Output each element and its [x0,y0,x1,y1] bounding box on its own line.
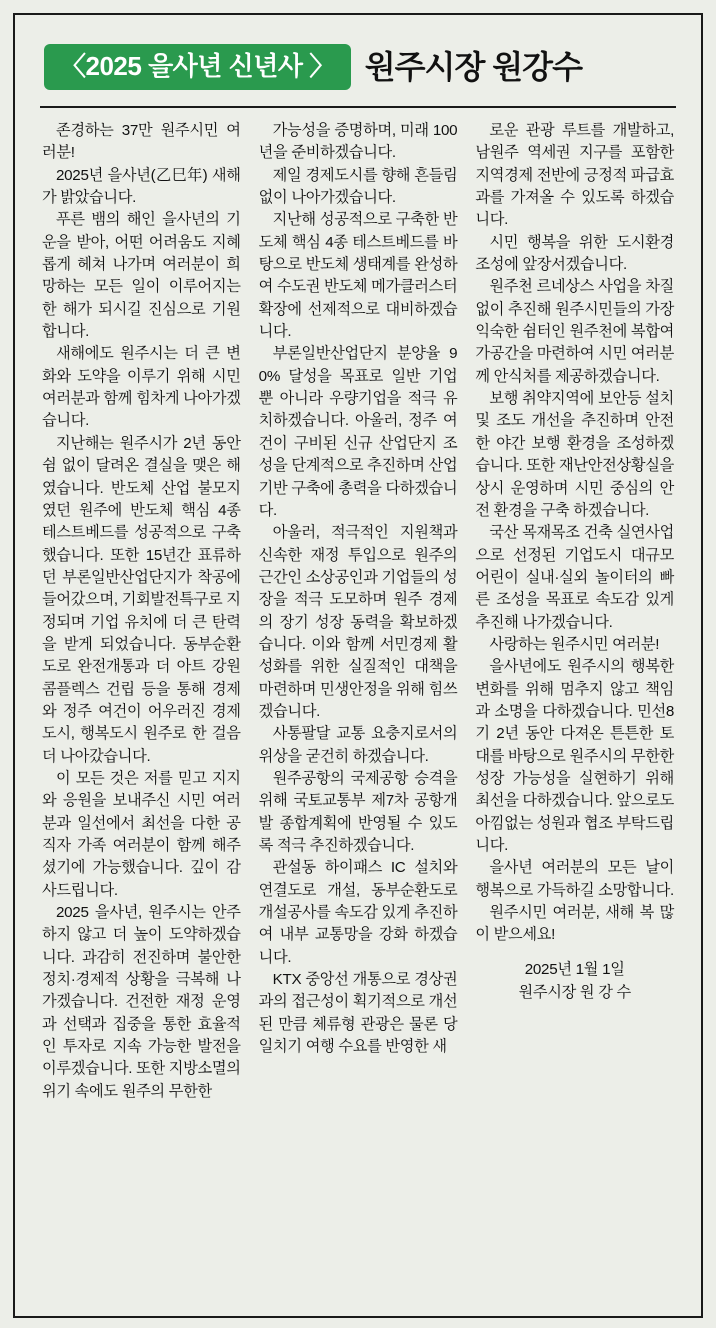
masthead-badge: 〈2025 을사년 신년사 〉 [44,44,351,90]
paragraph: 새해에도 원주시는 더 큰 변화와 도약을 이루기 위해 시민 여러분과 함께 힘차게 나아가겠습니다. [42,345,241,430]
paragraph: 로운 관광 루트를 개발하고, 남원주 역세권 지구를 포함한 지역경제 전반에 긍정적 파급효과를 가져올 수 있도록 하겠습니다. [475,122,675,229]
article-columns [20,108,696,1103]
paragraph: 이 모든 것은 저를 믿고 지지와 응원을 보내주신 시민 여러분과 일선에서 최선을 다한 공직자 가족 여러분이 함께 해주셨기에 가능했습니다. 깊이 감사드립니다. [42,769,241,899]
paragraph: 원주공항의 국제공항 승격을 위해 국토교통부 제7차 공항개발 종합계획에 반영될 수 있도록 적극 추진하겠습니다. [258,769,458,854]
article-column-2 [259,120,458,1103]
paragraph: 원주천 르네상스 사업을 차질 없이 추진해 원주시민들의 가장 익숙한 쉼터인 원주천에 복합여가공간을 마련하여 시민 여러분께 안식처를 제공하겠습니다. [475,278,675,385]
paragraph: 2025 을사년, 원주시는 안주하지 않고 더 높이 도약하겠습니다. 과감히 전진하며 불안한 정치·경제적 상황을 극복해 나가겠습니다. 건전한 재정 운영과 선택과 집중을 통한 효율적인 투자로 지속 가능한 발전을 이루겠습니다. 또한 지방소멸의 위기 속에도 원주의 무한한 [42,904,241,1100]
paragraph: 국산 목재목조 건축 실연사업으로 선정된 기업도시 대규모 어린이 실내·실외 놀이터의 빠른 조성을 목표로 속도감 있게 추진해 나가겠습니다. [475,524,675,631]
paragraph: 아울러, 적극적인 지원책과 신속한 재정 투입으로 원주의 근간인 소상공인과 기업들의 성장을 적극 도모하며 원주 경제의 장기 성장 동력을 확보하겠습니다. 이와 함께 서민경제 활성화를 위한 실질적인 대책을 마련하며 민생안정을 위해 힘쓰겠습니다. [258,524,458,720]
signature-block [475,959,674,1005]
paragraph: 보행 취약지역에 보안등 설치 및 조도 개선을 추진하며 안전한 야간 보행 환경을 조성하겠습니다. 또한 재난안전상황실을 상시 운영하며 시민 중심의 안전 환경을 구축 하겠습니다. [475,390,675,519]
page-title: 원주시장 원강수 [364,49,582,85]
paragraph: 부론일반산업단지 분양율 90% 달성을 목표로 일반 기업 뿐 아니라 우량기업을 적극 유치하겠습니다. 아울러, 정주 여건이 구비된 신규 산업단지 조성을 단계적으로 추진하며 산업기반 구축에 총력을 다하겠습니다. [258,345,458,519]
paragraph: 가능성을 증명하며, 미래 100년을 준비하겠습니다. [258,122,458,162]
paragraph: 원주시민 여러분, 새해 복 많이 받으세요! [475,904,675,944]
paragraph: 사통팔달 교통 요충지로서의 위상을 굳건히 하겠습니다. [258,725,458,765]
signature-name: 원주시장 원 강 수 [518,983,631,1001]
paragraph: 지난해는 원주시가 2년 동안 쉼 없이 달려온 결실을 맺은 해였습니다. 반도체 산업 불모지였던 원주에 반도체 핵심 4종 테스트베드를 성공적으로 구축했습니다. 또한 15년간 표류하던 부론일반산업단지가 착공에 들어갔으며, 기회발전특구로 지정되며 기업 유치에 더 큰 탄력을 받게 되었습니다. 동부순환도로 완전개통과 더 아트 강원 콤플렉스 건립 등을 통해 경제와 정주 여건이 어우러진 경제도시, 행복도시 원주로 한 걸음 더 나아갔습니다. [42,434,241,765]
paragraph: 을사년 여러분의 모든 날이 행복으로 가득하길 소망합니다. [475,859,675,899]
paragraph: 푸른 뱀의 해인 을사년의 기운을 받아, 어떤 어려움도 지혜롭게 헤쳐 나가며 여러분이 희망하는 모든 일이 이루어지는 한 해가 되시길 진심으로 기원합니다. [42,211,241,341]
article-column-3 [475,120,674,1103]
paragraph: 지난해 성공적으로 구축한 반도체 핵심 4종 테스트베드를 바탕으로 반도체 생태계를 완성하여 수도권 반도체 메가클러스터 확장에 선제적으로 대비하겠습니다. [258,211,458,341]
paragraph: 을사년에도 원주시의 행복한 변화를 위해 멈추지 않고 책임과 소명을 다하겠습니다. 민선8기 2년 동안 다져온 튼튼한 토대를 바탕으로 원주시의 무한한 성장 가능성을 실현하기 위해 최선을 다하겠습니다. 앞으로도 아낌없는 성원과 협조 부탁드립니다. [475,658,675,854]
paragraph: 2025년 을사년(乙巳年) 새해가 밝았습니다. [42,166,241,207]
masthead [26,30,690,100]
paragraph: KTX 중앙선 개통으로 경상권과의 접근성이 획기적으로 개선된 만큼 체류형 관광은 물론 당일치기 여행 수요를 반영한 새 [258,971,458,1056]
paragraph: 시민 행복을 위한 도시환경 조성에 앞장서겠습니다. [475,233,675,274]
paragraph: 관설동 하이패스 IC 설치와 연결도로 개설, 동부순환도로 개설공사를 속도감 있게 추진하여 내부 교통망을 강화 하겠습니다. [258,859,458,966]
signature-date: 2025년 1월 1일 [524,960,625,978]
paragraph: 사랑하는 원주시민 여러분! [489,635,660,653]
article-column-1 [42,120,241,1103]
paragraph: 제일 경제도시를 향해 흔들림 없이 나아가겠습니다. [258,166,458,207]
paragraph: 존경하는 37만 원주시민 여러분! [42,122,241,162]
